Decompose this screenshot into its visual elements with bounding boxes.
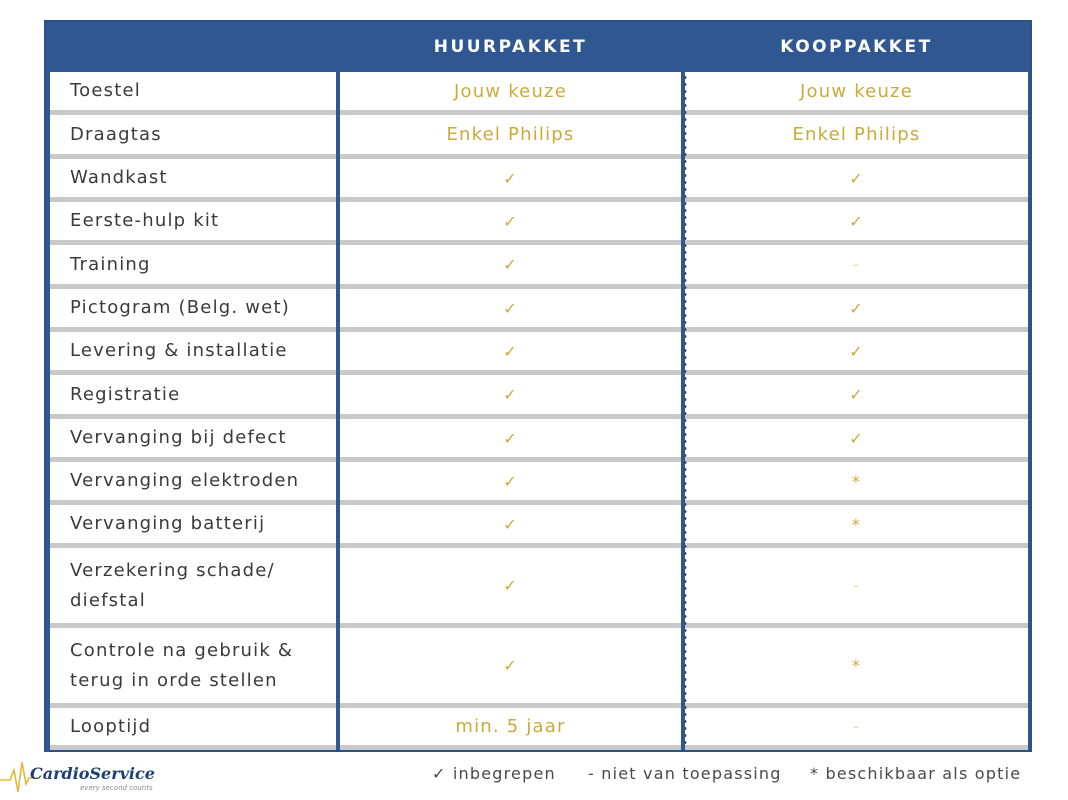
huur-value: ✓ — [340, 628, 681, 708]
koop-value: Jouw keuze — [685, 72, 1028, 115]
table-row — [46, 708, 1030, 750]
row-label — [50, 159, 336, 202]
koop-value: ✓ — [685, 159, 1028, 202]
huur-value: ✓ — [340, 289, 681, 332]
table-row — [46, 419, 1030, 462]
koop-value: - — [685, 245, 1028, 289]
table-row — [46, 115, 1030, 159]
row-label — [50, 708, 336, 750]
row-label — [50, 628, 336, 708]
row-label-text — [70, 712, 151, 742]
huur-value: ✓ — [340, 419, 681, 462]
legend-optional: * beschikbaar als optie — [810, 764, 1022, 783]
row-label — [50, 115, 336, 159]
comparison-table — [44, 20, 1032, 752]
row-label-line: Eerste-hulp kit — [70, 210, 220, 231]
logo-name: CardioService — [30, 764, 155, 783]
koop-value: - — [685, 548, 1028, 628]
row-label-text — [70, 163, 168, 193]
huur-value: ✓ — [340, 202, 681, 245]
table-row — [46, 72, 1030, 115]
koop-value: ✓ — [685, 375, 1028, 419]
dotted-column-divider — [683, 74, 687, 748]
huur-value: ✓ — [340, 245, 681, 289]
row-label — [50, 72, 336, 115]
legend-included: ✓ inbegrepen — [432, 764, 556, 783]
table-row — [46, 202, 1030, 245]
row-label-line: Vervanging bij defect — [70, 427, 287, 448]
row-label-line: Vervanging batterij — [70, 513, 266, 534]
row-label-line: Looptijd — [70, 715, 152, 737]
row-label — [50, 505, 336, 548]
row-label-line: diefstal — [70, 589, 146, 611]
header-kooppakket: KOOPPAKKET — [780, 37, 933, 57]
huur-value: Jouw keuze — [340, 72, 681, 115]
row-label-line: Toestel — [70, 80, 141, 101]
row-label-line: terug in orde stellen — [70, 669, 278, 691]
table-row — [46, 159, 1030, 202]
row-label — [50, 375, 336, 419]
row-label-text — [70, 293, 290, 323]
table-body — [46, 22, 1030, 750]
koop-value: ✓ — [685, 202, 1028, 245]
row-label-line: Verzekering schade/ — [70, 559, 275, 581]
row-label — [50, 202, 336, 245]
koop-value: * — [685, 505, 1028, 548]
row-label — [50, 332, 336, 375]
cardioservice-logo — [0, 758, 170, 798]
row-label-text — [70, 206, 219, 236]
huur-value: ✓ — [340, 548, 681, 628]
row-label-text — [70, 120, 162, 150]
footer — [0, 752, 1068, 800]
legend-not-applicable: - niet van toepassing — [588, 764, 782, 783]
row-label-text — [70, 336, 288, 366]
koop-value: ✓ — [685, 419, 1028, 462]
huur-value: min. 5 jaar — [340, 708, 681, 750]
koop-value: ✓ — [685, 289, 1028, 332]
row-label-text — [70, 466, 299, 496]
header-huurpakket: HUURPAKKET — [433, 37, 588, 57]
row-label-text — [70, 423, 287, 453]
huur-value: Enkel Philips — [340, 115, 681, 159]
huur-value: ✓ — [340, 462, 681, 505]
row-label-line: Draagtas — [70, 123, 162, 145]
row-label-line: Controle na gebruik & — [70, 639, 294, 661]
koop-value: Enkel Philips — [685, 115, 1028, 159]
huur-value: ✓ — [340, 159, 681, 202]
table-row — [46, 375, 1030, 419]
koop-value: * — [685, 628, 1028, 708]
table-header — [46, 22, 1030, 72]
row-label — [50, 462, 336, 505]
table-row — [46, 245, 1030, 289]
logo-tagline: every second counts — [80, 784, 153, 792]
row-label-line: Pictogram (Belg. wet) — [70, 297, 290, 318]
row-label-text — [70, 380, 180, 410]
table-row — [46, 462, 1030, 505]
row-label-line: Levering & installatie — [70, 340, 288, 361]
huur-value: ✓ — [340, 505, 681, 548]
koop-value: ✓ — [685, 332, 1028, 375]
row-label-text — [70, 509, 265, 539]
table-row — [46, 289, 1030, 332]
row-label-line: Vervanging elektroden — [70, 470, 300, 491]
huur-value: ✓ — [340, 332, 681, 375]
table-row — [46, 332, 1030, 375]
koop-value: - — [685, 708, 1028, 750]
row-label-line: Registratie — [70, 383, 181, 405]
table-row — [46, 628, 1030, 708]
row-label-text — [70, 76, 141, 106]
row-label-text — [70, 556, 275, 616]
row-label — [50, 289, 336, 332]
table-row — [46, 548, 1030, 628]
row-label-line: Training — [70, 253, 151, 275]
koop-value: * — [685, 462, 1028, 505]
row-label-text — [70, 250, 151, 280]
row-label — [50, 245, 336, 289]
table-row — [46, 505, 1030, 548]
huur-value: ✓ — [340, 375, 681, 419]
row-label-line: Wandkast — [70, 167, 168, 188]
row-label-text — [70, 636, 293, 696]
row-label — [50, 419, 336, 462]
row-label — [50, 548, 336, 628]
